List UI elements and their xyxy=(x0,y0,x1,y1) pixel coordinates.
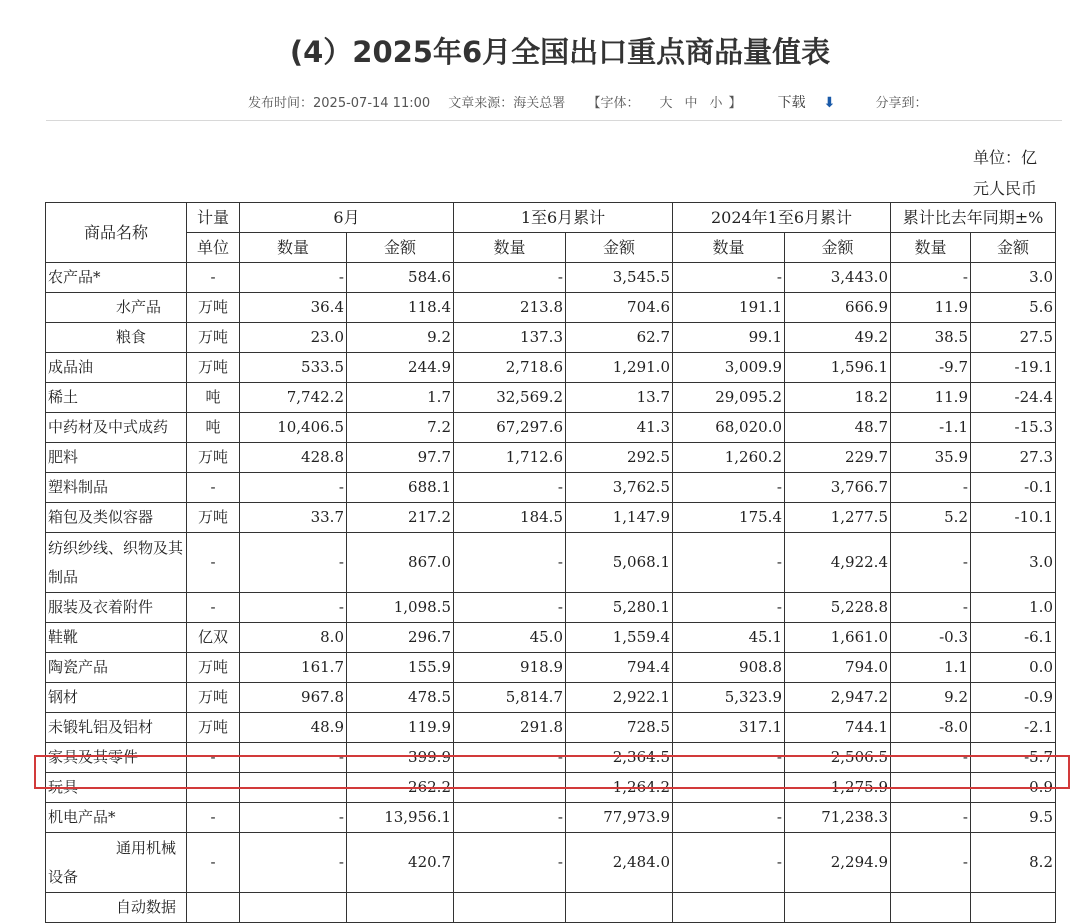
cell: 5,228.8 xyxy=(785,593,891,623)
row-name: 家具及其零件 xyxy=(46,743,187,773)
font-size-small-link[interactable]: 小 xyxy=(709,96,723,111)
cell xyxy=(240,893,347,923)
table-row-highlighted xyxy=(46,743,1056,773)
cell: - xyxy=(240,473,347,503)
cell: - xyxy=(673,743,785,773)
table-row xyxy=(46,803,1056,833)
cell: - xyxy=(673,593,785,623)
header-divider xyxy=(46,120,1062,121)
row-name: 粮食 xyxy=(46,323,187,353)
header-group-2024-jan-jun: 2024年1至6月累计 xyxy=(673,203,891,233)
cell: - xyxy=(454,833,566,893)
header-group-june: 6月 xyxy=(240,203,454,233)
cell: - xyxy=(454,473,566,503)
row-unit: - xyxy=(187,743,240,773)
row-name: 水产品 xyxy=(46,293,187,323)
cell: 1,596.1 xyxy=(785,353,891,383)
cell: - xyxy=(673,833,785,893)
cell: 967.8 xyxy=(240,683,347,713)
cell: 71,238.3 xyxy=(785,803,891,833)
cell: - xyxy=(240,833,347,893)
cell: 229.7 xyxy=(785,443,891,473)
cell: - xyxy=(454,773,566,803)
table-row xyxy=(46,653,1056,683)
cell: 23.0 xyxy=(240,323,347,353)
table-row xyxy=(46,593,1056,623)
row-name: 稀土 xyxy=(46,383,187,413)
table-row xyxy=(46,473,1056,503)
cell: - xyxy=(891,473,971,503)
cell: 3.0 xyxy=(971,533,1056,593)
cell: - xyxy=(240,803,347,833)
cell: 3,009.9 xyxy=(673,353,785,383)
cell: 36.4 xyxy=(240,293,347,323)
cell: 908.8 xyxy=(673,653,785,683)
unit-note-line2: 元人民币 xyxy=(972,179,1037,198)
row-name xyxy=(46,833,187,893)
cell: - xyxy=(891,773,971,803)
row-name-line1: 通用机械 xyxy=(116,838,177,857)
cell: - xyxy=(454,743,566,773)
cell: 794.4 xyxy=(566,653,673,683)
cell: - xyxy=(240,743,347,773)
cell: 9.2 xyxy=(347,323,454,353)
cell: 33.7 xyxy=(240,503,347,533)
cell: 1,147.9 xyxy=(566,503,673,533)
cell: 155.9 xyxy=(347,653,454,683)
row-unit: 万吨 xyxy=(187,653,240,683)
cell: -0.1 xyxy=(971,473,1056,503)
cell: 420.7 xyxy=(347,833,454,893)
cell: 10,406.5 xyxy=(240,413,347,443)
cell: 48.9 xyxy=(240,713,347,743)
cell: -0.3 xyxy=(891,623,971,653)
unit-note xyxy=(960,142,1050,204)
cell: 3,766.7 xyxy=(785,473,891,503)
cell: - xyxy=(454,803,566,833)
cell: - xyxy=(240,773,347,803)
cell: - xyxy=(454,593,566,623)
cell: 32,569.2 xyxy=(454,383,566,413)
cell: 5,280.1 xyxy=(566,593,673,623)
cell xyxy=(566,893,673,923)
cell: -15.3 xyxy=(971,413,1056,443)
cell: - xyxy=(891,803,971,833)
cell: 13.7 xyxy=(566,383,673,413)
cell: 1.0 xyxy=(971,593,1056,623)
row-unit: 吨 xyxy=(187,413,240,443)
row-name: 自动数据 xyxy=(46,893,187,923)
cell: 49.2 xyxy=(785,323,891,353)
row-unit: 吨 xyxy=(187,383,240,413)
cell: 291.8 xyxy=(454,713,566,743)
cell: 3,443.0 xyxy=(785,263,891,293)
cell: 62.7 xyxy=(566,323,673,353)
cell: 77,973.9 xyxy=(566,803,673,833)
cell: 11.9 xyxy=(891,293,971,323)
cell: 2,718.6 xyxy=(454,353,566,383)
cell: 29,095.2 xyxy=(673,383,785,413)
cell: 45.1 xyxy=(673,623,785,653)
cell: 137.3 xyxy=(454,323,566,353)
cell: -8.0 xyxy=(891,713,971,743)
header-qty: 数量 xyxy=(891,233,971,263)
cell: 1.1 xyxy=(891,653,971,683)
cell: 3.0 xyxy=(971,263,1056,293)
cell xyxy=(673,893,785,923)
row-unit: - xyxy=(187,533,240,593)
table-row xyxy=(46,413,1056,443)
cell: 118.4 xyxy=(347,293,454,323)
font-size-label-close: 】 xyxy=(728,96,742,111)
row-name: 玩具 xyxy=(46,773,187,803)
cell: 5,814.7 xyxy=(454,683,566,713)
download-label[interactable]: 下载 xyxy=(777,95,806,111)
row-unit: 万吨 xyxy=(187,683,240,713)
row-name: 成品油 xyxy=(46,353,187,383)
cell: 27.5 xyxy=(971,323,1056,353)
export-commodity-table xyxy=(45,202,1056,923)
header-qty: 数量 xyxy=(454,233,566,263)
cell: 4,922.4 xyxy=(785,533,891,593)
cell: -0.9 xyxy=(971,773,1056,803)
row-name: 鞋靴 xyxy=(46,623,187,653)
unit-note-line1: 单位：亿 xyxy=(972,148,1037,167)
header-qty: 数量 xyxy=(240,233,347,263)
cell xyxy=(785,893,891,923)
header-amt: 金额 xyxy=(566,233,673,263)
cell: 5.6 xyxy=(971,293,1056,323)
row-unit: 万吨 xyxy=(187,353,240,383)
cell xyxy=(891,893,971,923)
cell xyxy=(454,893,566,923)
cell: 428.8 xyxy=(240,443,347,473)
cell: 2,484.0 xyxy=(566,833,673,893)
cell xyxy=(971,893,1056,923)
cell: -9.7 xyxy=(891,353,971,383)
row-name: 机电产品* xyxy=(46,803,187,833)
row-unit: 万吨 xyxy=(187,503,240,533)
cell: 1,098.5 xyxy=(347,593,454,623)
cell: 7.2 xyxy=(347,413,454,443)
cell: 38.5 xyxy=(891,323,971,353)
cell: 13,956.1 xyxy=(347,803,454,833)
cell: 2,947.2 xyxy=(785,683,891,713)
header-commodity-name: 商品名称 xyxy=(46,203,187,263)
cell: 1,275.9 xyxy=(785,773,891,803)
cell: -1.1 xyxy=(891,413,971,443)
cell: 175.4 xyxy=(673,503,785,533)
row-unit: - xyxy=(187,803,240,833)
publish-time: 发布时间：2025-07-14 11:00 xyxy=(248,96,431,111)
cell: 9.5 xyxy=(971,803,1056,833)
cell: 18.2 xyxy=(785,383,891,413)
row-name: 未锻轧铝及铝材 xyxy=(46,713,187,743)
cell: 67,297.6 xyxy=(454,413,566,443)
cell: 1,260.2 xyxy=(673,443,785,473)
cell: 5,068.1 xyxy=(566,533,673,593)
header-amt: 金额 xyxy=(785,233,891,263)
header-amt: 金额 xyxy=(347,233,454,263)
table-row xyxy=(46,353,1056,383)
row-unit: - xyxy=(187,473,240,503)
cell: 1,277.5 xyxy=(785,503,891,533)
cell: 1.7 xyxy=(347,383,454,413)
table-row xyxy=(46,443,1056,473)
cell: 27.3 xyxy=(971,443,1056,473)
row-unit: 亿双 xyxy=(187,623,240,653)
cell: - xyxy=(891,593,971,623)
cell: 1,661.0 xyxy=(785,623,891,653)
row-unit: - xyxy=(187,833,240,893)
row-name: 陶瓷产品 xyxy=(46,653,187,683)
cell: 744.1 xyxy=(785,713,891,743)
cell: - xyxy=(891,263,971,293)
cell: 45.0 xyxy=(454,623,566,653)
header-group-jan-jun-cumulative: 1至6月累计 xyxy=(454,203,673,233)
cell: 68,020.0 xyxy=(673,413,785,443)
row-name: 钢材 xyxy=(46,683,187,713)
cell: -2.1 xyxy=(971,713,1056,743)
cell: 533.5 xyxy=(240,353,347,383)
table-row xyxy=(46,533,1056,593)
cell: 9.2 xyxy=(891,683,971,713)
cell: - xyxy=(240,263,347,293)
cell: 99.1 xyxy=(673,323,785,353)
cell: 41.3 xyxy=(566,413,673,443)
row-name: 箱包及类似容器 xyxy=(46,503,187,533)
cell: 244.9 xyxy=(347,353,454,383)
row-name: 服装及衣着附件 xyxy=(46,593,187,623)
row-name: 农产品* xyxy=(46,263,187,293)
cell: 2,294.9 xyxy=(785,833,891,893)
cell: -10.1 xyxy=(971,503,1056,533)
cell: - xyxy=(673,263,785,293)
table-row xyxy=(46,323,1056,353)
cell: 8.0 xyxy=(240,623,347,653)
font-size-control xyxy=(587,96,755,111)
table-row xyxy=(46,623,1056,653)
header-group-yoy-change: 累计比去年同期±% xyxy=(891,203,1056,233)
row-unit: - xyxy=(187,593,240,623)
cell: 213.8 xyxy=(454,293,566,323)
row-name: 塑料制品 xyxy=(46,473,187,503)
cell: -24.4 xyxy=(971,383,1056,413)
cell: -5.7 xyxy=(971,743,1056,773)
row-unit: - xyxy=(187,263,240,293)
cell: 1,264.2 xyxy=(566,773,673,803)
font-size-label-open: 【字体： xyxy=(587,96,640,111)
cell: - xyxy=(673,473,785,503)
cell xyxy=(347,893,454,923)
cell: 48.7 xyxy=(785,413,891,443)
table-row xyxy=(46,683,1056,713)
cell: 262.2 xyxy=(347,773,454,803)
cell: 7,742.2 xyxy=(240,383,347,413)
row-name: 肥料 xyxy=(46,443,187,473)
row-unit xyxy=(187,893,240,923)
cell: 478.5 xyxy=(347,683,454,713)
cell: - xyxy=(673,773,785,803)
row-unit: - xyxy=(187,773,240,803)
cell: 296.7 xyxy=(347,623,454,653)
table-header-row-2 xyxy=(46,233,1056,263)
cell: 794.0 xyxy=(785,653,891,683)
table-row xyxy=(46,503,1056,533)
table-row xyxy=(46,833,1056,893)
cell: 184.5 xyxy=(454,503,566,533)
cell: 584.6 xyxy=(347,263,454,293)
cell: 11.9 xyxy=(891,383,971,413)
cell: 3,762.5 xyxy=(566,473,673,503)
table-row xyxy=(46,713,1056,743)
page-title: (4）2025年6月全国出口重点商品量值表 xyxy=(289,35,831,69)
table-row xyxy=(46,773,1056,803)
cell: 5.2 xyxy=(891,503,971,533)
header-unit-top: 计量 xyxy=(187,203,240,233)
share-label: 分享到： xyxy=(875,96,928,111)
cell: 918.9 xyxy=(454,653,566,683)
header-amt: 金额 xyxy=(971,233,1056,263)
cell: 704.6 xyxy=(566,293,673,323)
download-button[interactable] xyxy=(778,95,872,111)
cell: 5,323.9 xyxy=(673,683,785,713)
row-unit: 万吨 xyxy=(187,323,240,353)
table-header-row-1 xyxy=(46,203,1056,233)
cell: - xyxy=(673,533,785,593)
cell: 1,712.6 xyxy=(454,443,566,473)
table-row xyxy=(46,893,1056,923)
table-row xyxy=(46,293,1056,323)
cell: 119.9 xyxy=(347,713,454,743)
cell: 161.7 xyxy=(240,653,347,683)
cell: 399.9 xyxy=(347,743,454,773)
cell: 217.2 xyxy=(347,503,454,533)
download-arrow-icon[interactable]: ⬇ xyxy=(823,95,836,111)
cell: 292.5 xyxy=(566,443,673,473)
cell: 2,922.1 xyxy=(566,683,673,713)
cell: 1,559.4 xyxy=(566,623,673,653)
row-name: 纺织纱线、织物及其制品 xyxy=(46,533,187,593)
cell: 867.0 xyxy=(347,533,454,593)
cell: 8.2 xyxy=(971,833,1056,893)
cell: 2,364.5 xyxy=(566,743,673,773)
cell: 666.9 xyxy=(785,293,891,323)
cell: 3,545.5 xyxy=(566,263,673,293)
cell: 97.7 xyxy=(347,443,454,473)
font-size-medium-link[interactable]: 中 xyxy=(684,96,698,111)
row-name-line2: 设备 xyxy=(48,867,79,886)
cell: -6.1 xyxy=(971,623,1056,653)
cell: - xyxy=(891,833,971,893)
table-row xyxy=(46,383,1056,413)
cell: 688.1 xyxy=(347,473,454,503)
cell: 2,506.5 xyxy=(785,743,891,773)
article-meta-bar xyxy=(248,92,942,112)
cell: - xyxy=(240,593,347,623)
row-unit: 万吨 xyxy=(187,713,240,743)
cell: - xyxy=(240,533,347,593)
cell: 191.1 xyxy=(673,293,785,323)
cell: -19.1 xyxy=(971,353,1056,383)
article-source: 文章来源：海关总署 xyxy=(448,96,566,111)
cell: 1,291.0 xyxy=(566,353,673,383)
header-qty: 数量 xyxy=(673,233,785,263)
table-row xyxy=(46,263,1056,293)
cell: 317.1 xyxy=(673,713,785,743)
cell: - xyxy=(891,743,971,773)
cell: 35.9 xyxy=(891,443,971,473)
row-unit: 万吨 xyxy=(187,443,240,473)
cell: 0.0 xyxy=(971,653,1056,683)
cell: -0.9 xyxy=(971,683,1056,713)
cell: - xyxy=(891,533,971,593)
row-name: 中药材及中式成药 xyxy=(46,413,187,443)
cell: 728.5 xyxy=(566,713,673,743)
row-unit: 万吨 xyxy=(187,293,240,323)
cell: - xyxy=(454,263,566,293)
cell: - xyxy=(454,533,566,593)
cell: - xyxy=(673,803,785,833)
header-unit-bottom: 单位 xyxy=(187,233,240,263)
font-size-large-link[interactable]: 大 xyxy=(659,96,673,111)
